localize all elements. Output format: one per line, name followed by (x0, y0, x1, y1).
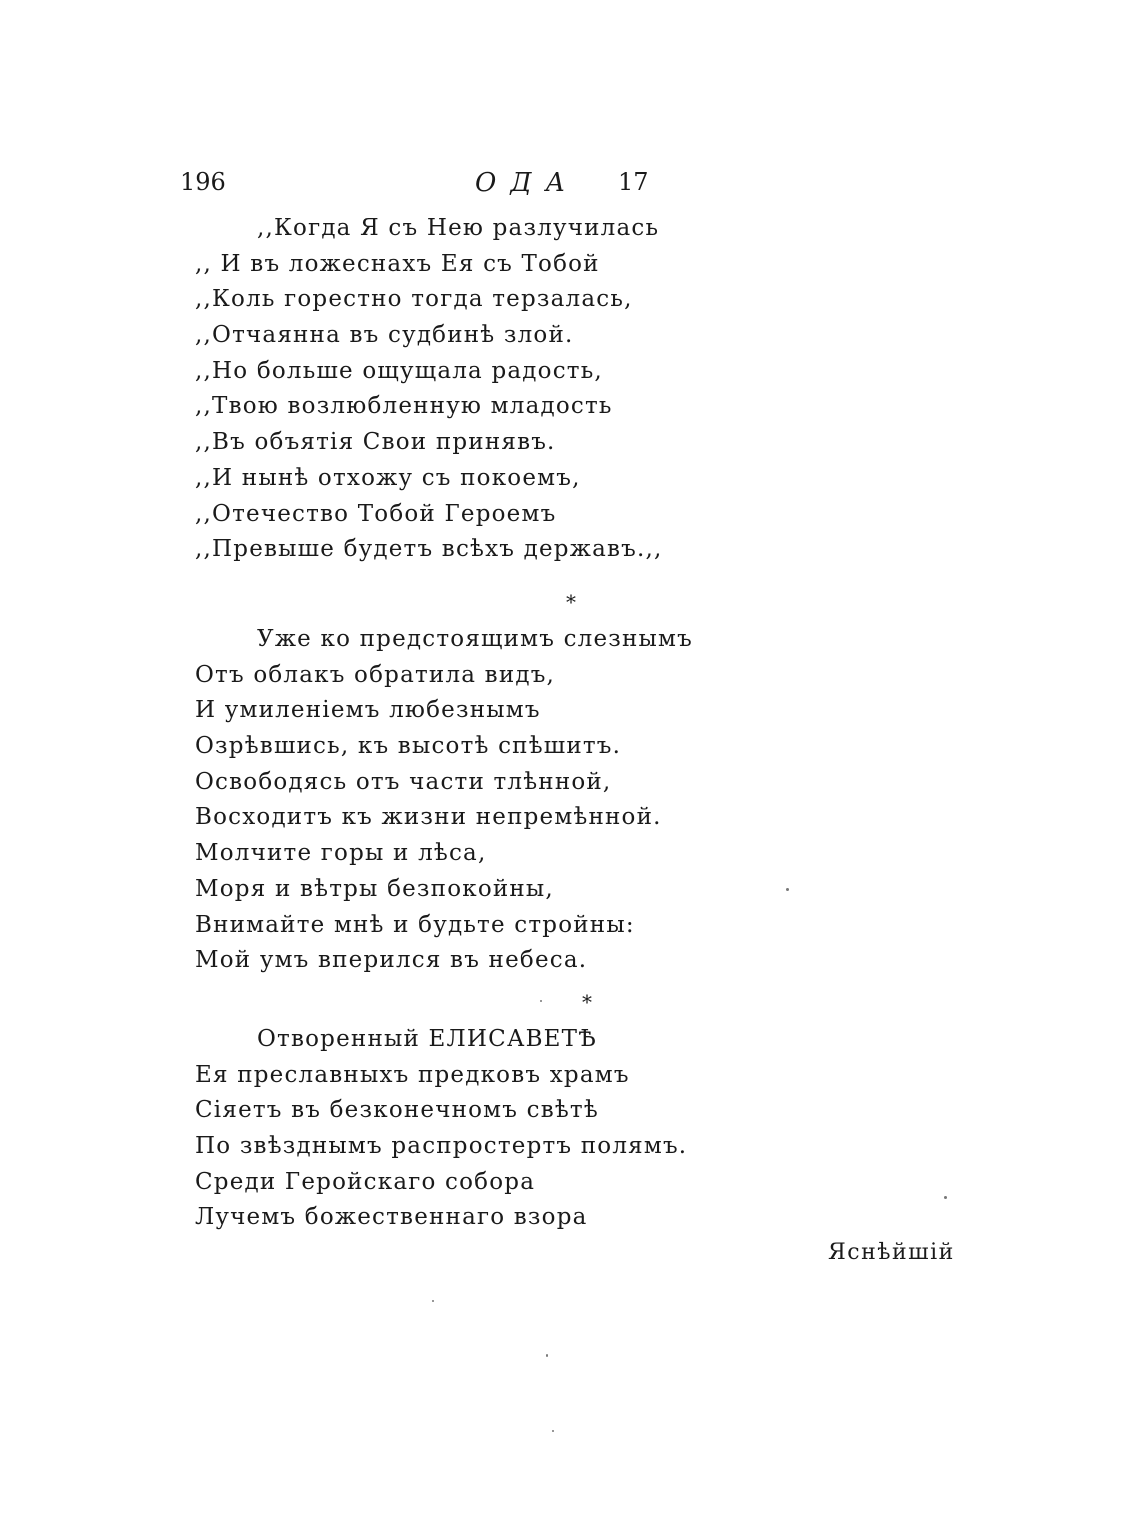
running-title: ОДА (475, 168, 580, 198)
print-speck (552, 1430, 554, 1432)
stanza-2 (195, 622, 755, 979)
page-header (180, 168, 650, 208)
print-speck (546, 1354, 548, 1357)
verse-line: Внимайте мнѣ и будьте стройны: (195, 911, 635, 938)
ode-number: 17 (618, 168, 649, 196)
verse-line: ,,Превыше будетъ всѣхъ державъ.,, (195, 536, 663, 563)
verse-line: ,,Когда Я съ Нею разлучилась (257, 215, 660, 241)
stanza-separator: * (582, 990, 592, 1014)
verse-line: И умиленіемъ любезнымъ (195, 697, 541, 724)
print-speck (540, 1000, 542, 1002)
verse-line: ,,Въ объятія Свои принявъ. (195, 429, 556, 456)
verse-line: По звѣзднымъ распростертъ полямъ. (195, 1133, 688, 1160)
print-speck (432, 1300, 434, 1302)
stanza-1 (195, 211, 755, 568)
verse-line: ,,Отчаянна въ судбинѣ злой. (195, 322, 574, 349)
verse-line: Молчите горы и лѣса, (195, 840, 487, 867)
print-speck (786, 888, 789, 891)
verse-line: Уже ко предстоящимъ слезнымъ (257, 626, 693, 652)
verse-line: Отъ облакъ обратила видъ, (195, 661, 556, 688)
verse-line: Озрѣвшись, къ высотѣ спѣшитъ. (195, 733, 622, 760)
verse-line: Отворенный ЕЛИСАВЕТѢ (257, 1026, 597, 1052)
verse-line: Моря и вѣтры безпокойны, (195, 875, 554, 902)
verse-line: Среди Геройскаго собора (195, 1168, 536, 1195)
stanza-3 (195, 1022, 755, 1236)
verse-line: Сіяетъ въ безконечномъ свѣтѣ (195, 1097, 599, 1124)
verse-line: Лучемъ божественнаго взора (195, 1204, 588, 1231)
verse-line: Освободясь отъ части тлѣнной, (195, 768, 612, 795)
page-number: 196 (180, 168, 226, 196)
print-speck (944, 1196, 947, 1199)
verse-line: Восходитъ къ жизни непремѣнной. (195, 804, 662, 831)
verse-line: ,,Отечество Тобой Героемъ (195, 500, 557, 527)
verse-line: ,,Коль горестно тогда терзалась, (195, 286, 633, 313)
verse-line: Ея преславныхъ предковъ храмъ (195, 1061, 630, 1088)
verse-line: ,,И нынѣ отхожу съ покоемъ, (195, 464, 581, 491)
verse-line: Мой умъ вперился въ небеса. (195, 947, 588, 974)
stanza-separator: * (566, 590, 576, 614)
verse-line: ,, И въ ложеснахъ Ея съ Тобой (195, 250, 600, 277)
verse-line: ,,Твою возлюбленную младость (195, 393, 613, 420)
verse-line: ,,Но больше ощущала радость, (195, 357, 603, 384)
catchword: Яснѣйшій (828, 1240, 955, 1265)
